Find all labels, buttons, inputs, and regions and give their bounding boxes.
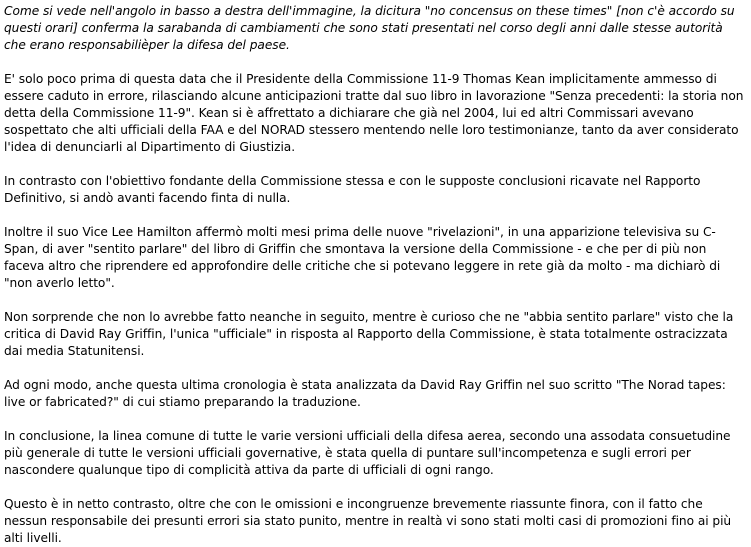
commission-contrast-paragraph: In contrasto con l'obiettivo fondante della Commissione stessa e con le supposte conclusioni ricavate nel Rapporto Definitivo, si andò avanti facendo finta di nulla.	[4, 174, 701, 205]
image-caption-paragraph: Come si vede nell'angolo in basso a destra dell'immagine, la dicitura "no concensus on these times" [non c'è accordo su questi orari] conferma la sarabanda di cambiamenti che sono stati presentati nel corso degli anni dalle stesse autorità che erano responsabilièper la difesa del paese.	[4, 4, 735, 52]
promotions-paragraph: Questo è in netto contrasto, oltre che con le omissioni e incongruenze brevemente riassunte finora, con il fatto che nessun responsabile dei presunti errori sia stato punito, mentre in realtà vi sono stati molti casi di promozioni fino ai più alti livelli.	[4, 497, 732, 545]
kean-admission-paragraph: E' solo poco prima di questa data che il Presidente della Commissione 11-9 Thomas Kean implicitamente ammesso di essere caduto in errore, rilasciando alcune anticipazioni tratte dal suo libro in lavorazione "Senza precedenti: la storia non detta della Commissione 11-9". Kean si è affrettato a dichiarare che già nel 2004, lui ed altri Commissari avevano sospettato che alti ufficiali della FAA e del NORAD stessero mentendo nelle loro testimonianze, tanto da aver considerato l'idea di denunciarli al Dipartimento di Giustizia.	[4, 72, 744, 154]
conclusion-paragraph: In conclusione, la linea comune di tutte le varie versioni ufficiali della difesa aerea, secondo una assodata consuetudine più generale di tutte le versioni ufficiali governative, è stata quella di puntare sull'incompetenza e sugli errori per nascondere qualunque tipo di complicità attiva da parte di ufficiali di ogni rango.	[4, 429, 731, 477]
norad-tapes-paragraph: Ad ogni modo, anche questa ultima cronologia è stata analizzata da David Ray Griffin nel suo scritto "The Norad tapes: live or fabricated?" di cui stiamo preparando la traduzione.	[4, 378, 726, 409]
hamilton-paragraph: Inoltre il suo Vice Lee Hamilton affermò molti mesi prima delle nuove "rivelazioni", in una apparizione televisiva su C-Span, di aver "sentito parlare" del libro di Griffin che smontava la versione della Commissione - e che per di più non faceva altro che riprendere ed approfondire delle critiche che si potevano leggere in rete già da molto - ma dichiarò di "non averlo letto".	[4, 225, 721, 290]
griffin-ostracism-paragraph: Non sorprende che non lo avrebbe fatto neanche in seguito, mentre è curioso che ne "abbia sentito parlare" visto che la critica di David Ray Griffin, l'unica "ufficiale" in risposta al Rapporto della Commissione, è stata totalmente ostracizzata dai media Statunitensi.	[4, 310, 734, 358]
